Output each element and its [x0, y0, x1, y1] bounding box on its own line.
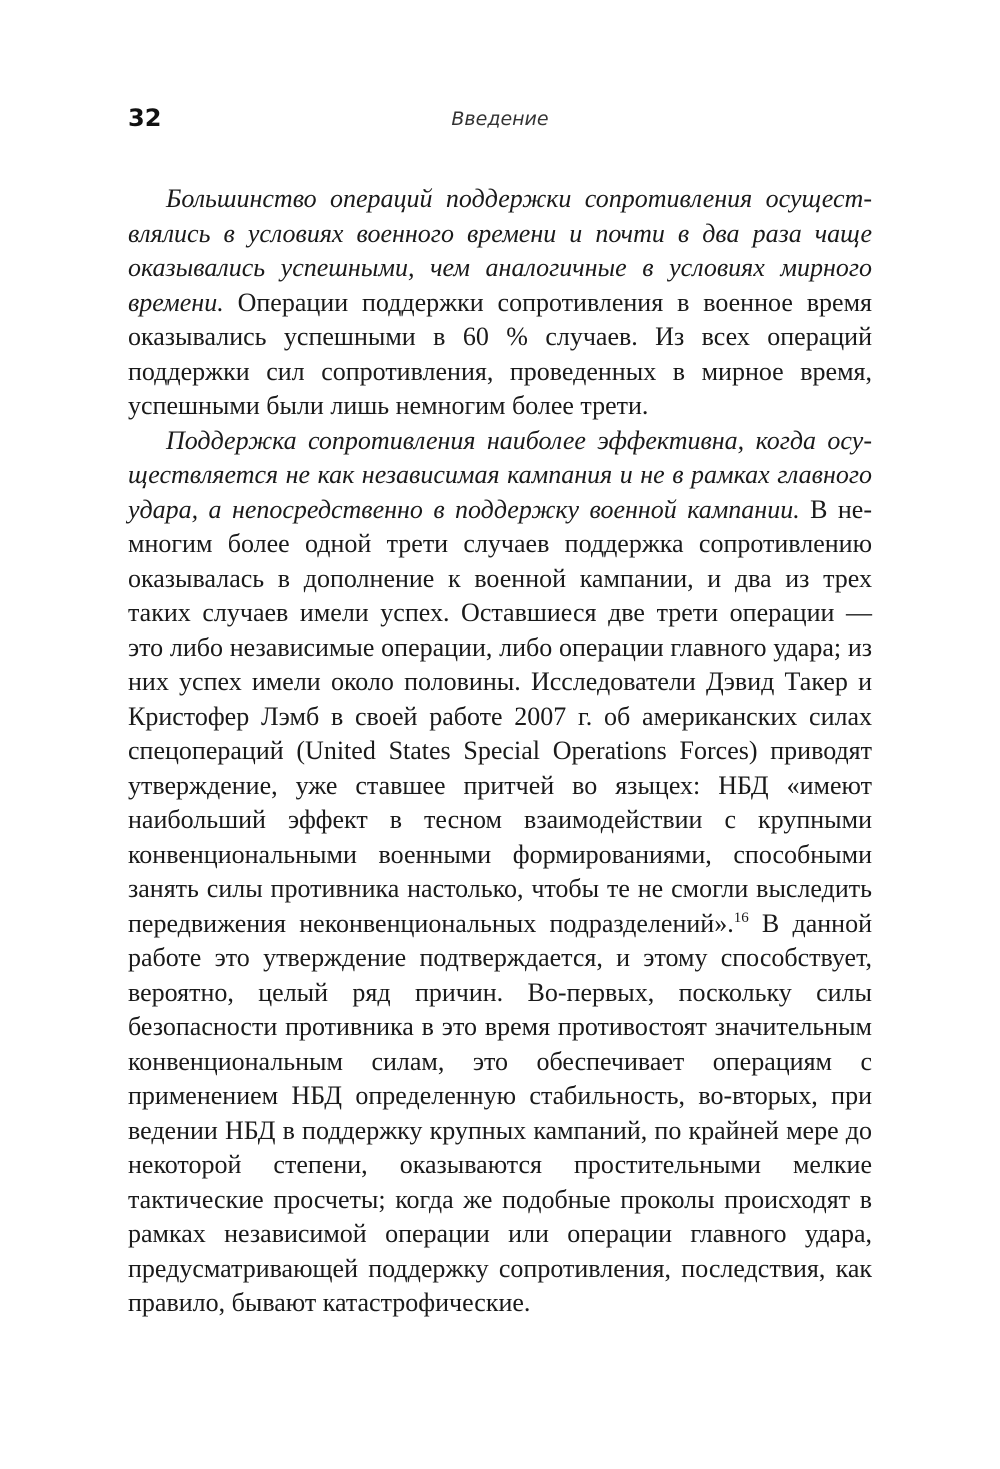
paragraph — [128, 182, 872, 424]
paragraph-text: В данной работе это утверждение подтверждается, и этому способствует, вероятно, целый ряд причин. Во-первых, поскольку силы безопасности противника в это время противостоят значительным конвенциональным силам, это обеспечивает операциям с применением НБД определенную стабильность, во-вторых, при ведении НБД в поддержку крупных кампаний, по крайней мере до некоторой степени, оказываются простительными мелкие тактические просчеты; когда же подобные проколы происходят в рамках независимой операции или операции главного удара, предусматривающей поддержку сопротивления, последствия, как правило, бывают катастрофические. — [128, 908, 872, 1317]
body-text — [128, 182, 872, 1321]
page-number: 32 — [128, 104, 162, 132]
italic-lead: Большинство операций поддержки сопротивления осуществлялись в условиях военного времени и почти в два раза чаще оказывались успешными, чем аналогичные в условиях мирного времени. — [128, 184, 872, 317]
italic-lead: Поддержка сопротивления наиболее эффективна, когда осуществляется не как независимая кампания и не в рамках главного удара, а непосредственно в поддержку военной кампании. — [128, 425, 872, 524]
paragraph-text: В немногим более одной трети случаев поддержка сопротивлению оказывалась в дополнение к военной кампании, и два из трех таких случаев имели успех. Оставшиеся две трети операции — это либо независимые операции, либо операции главного удара; из них успех имели около половины. Исследователи Дэвид Такер и Кристофер Лэмб в своей работе 2007 г. об американских силах спецопераций (United States Special Operations Forces) приводят утверждение, уже ставшее притчей во языцех: НБД «имеют наибольший эффект в тесном взаимодействии с крупными конвенциональными военными формированиями, способными занять силы противника настолько, чтобы те не смогли выследить передвижения неконвенциональных подразделений». — [128, 494, 872, 938]
running-head: Введение — [451, 108, 549, 130]
paragraph-text: Операции поддержки сопротивления в военное время оказывались успешными в 60 % случаев. Из всех операций поддержки сил сопротивления, проведенных в мирное время, успешными были лишь немногим более трети. — [128, 287, 872, 420]
page-header — [128, 100, 872, 140]
paragraph — [128, 424, 872, 1321]
footnote-marker: 16 — [733, 909, 749, 926]
